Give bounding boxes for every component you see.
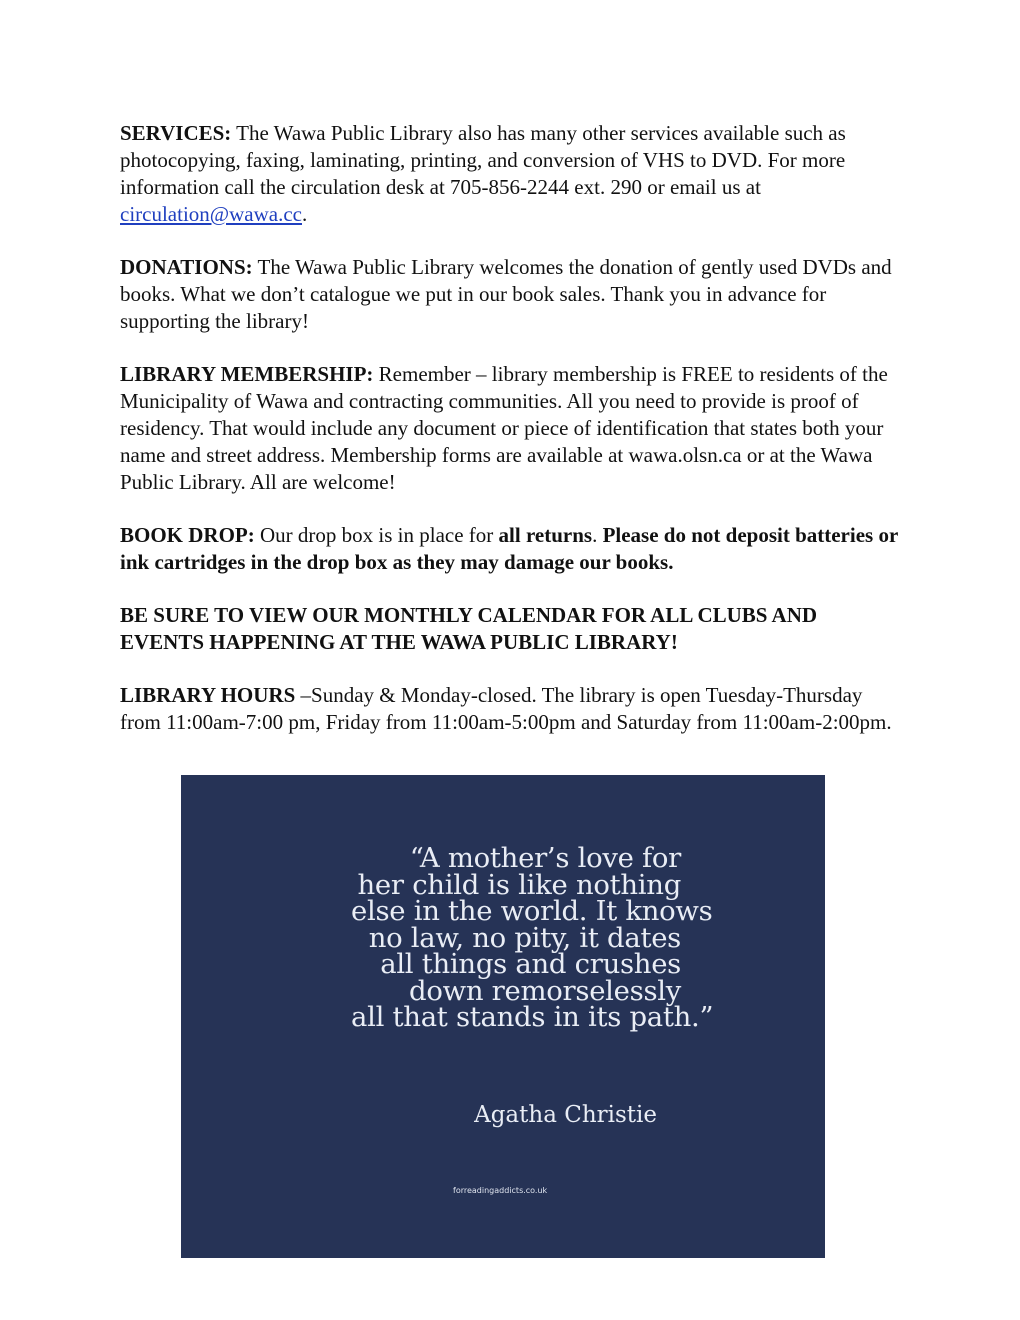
- donations-heading: DONATIONS:: [120, 255, 253, 279]
- book-drop-bold-1: all returns: [498, 523, 593, 547]
- quote-image: [181, 775, 825, 1258]
- document-body: [120, 120, 900, 762]
- quote-author: Agatha Christie: [474, 1102, 657, 1128]
- services-text: The Wawa Public Library also has many other services available such as photocopying, faxing, laminating, printing, and conversion of VHS to DVD. For more information call the circulation desk at 705-856-2244 ext. 290 or email us at: [120, 121, 846, 199]
- membership-paragraph: [120, 361, 900, 496]
- quote-line: “A mother’s love for: [409, 842, 681, 874]
- hours-paragraph: [120, 682, 900, 736]
- quote-source: forreadingaddicts.co.uk: [453, 1186, 548, 1195]
- quote-line: all that stands in its path.”: [351, 1001, 714, 1033]
- membership-heading: LIBRARY MEMBERSHIP:: [120, 362, 374, 386]
- circulation-email-link[interactable]: circulation@wawa.cc: [120, 202, 302, 226]
- quote-line: her child is like nothing: [357, 868, 681, 901]
- services-end: .: [302, 202, 308, 226]
- hours-text: –Sunday & Monday-closed. The library is open Tuesday-Thursday from 11:00am-7:00 pm, Friday from 11:00am-5:00pm and Saturday from 11:00am-2:00pm.: [120, 683, 892, 734]
- calendar-notice: BE SURE TO VIEW OUR MONTHLY CALENDAR FOR ALL CLUBS AND EVENTS HAPPENING AT THE WAWA PUBLIC LIBRARY!: [120, 603, 818, 654]
- membership-text: Remember – library membership is FREE to residents of the Municipality of Wawa and contracting communities. All you need to provide is proof of residency. That would include any document or piece of identification that states both your name and street address. Membership forms are available at wawa.olsn.ca or at the Wawa Public Library. All are welcome!: [120, 362, 888, 494]
- donations-text: The Wawa Public Library welcomes the donation of gently used DVDs and books. What we don’t catalogue we put in our book sales. Thank you in advance for supporting the library!: [120, 255, 892, 333]
- book-drop-warning: Please do not deposit batteries or ink cartridges in the drop box as they may damage our books.: [120, 523, 898, 574]
- quote-line: else in the world. It knows: [351, 895, 713, 927]
- services-heading: SERVICES:: [120, 121, 232, 145]
- services-paragraph: [120, 120, 900, 228]
- book-drop-heading: BOOK DROP:: [120, 523, 255, 547]
- book-drop-paragraph: [120, 522, 900, 576]
- book-drop-text-2: .: [592, 523, 603, 547]
- quote-text: [351, 842, 714, 1033]
- book-drop-text-1: Our drop box is in place for: [254, 523, 499, 547]
- quote-line: no law, no pity, it dates: [368, 921, 681, 954]
- quote-line: down remorselessly: [409, 974, 681, 1007]
- calendar-notice-paragraph: [120, 602, 900, 656]
- hours-heading: LIBRARY HOURS: [120, 683, 296, 707]
- donations-paragraph: [120, 254, 900, 335]
- quote-line: all things and crushes: [380, 948, 681, 980]
